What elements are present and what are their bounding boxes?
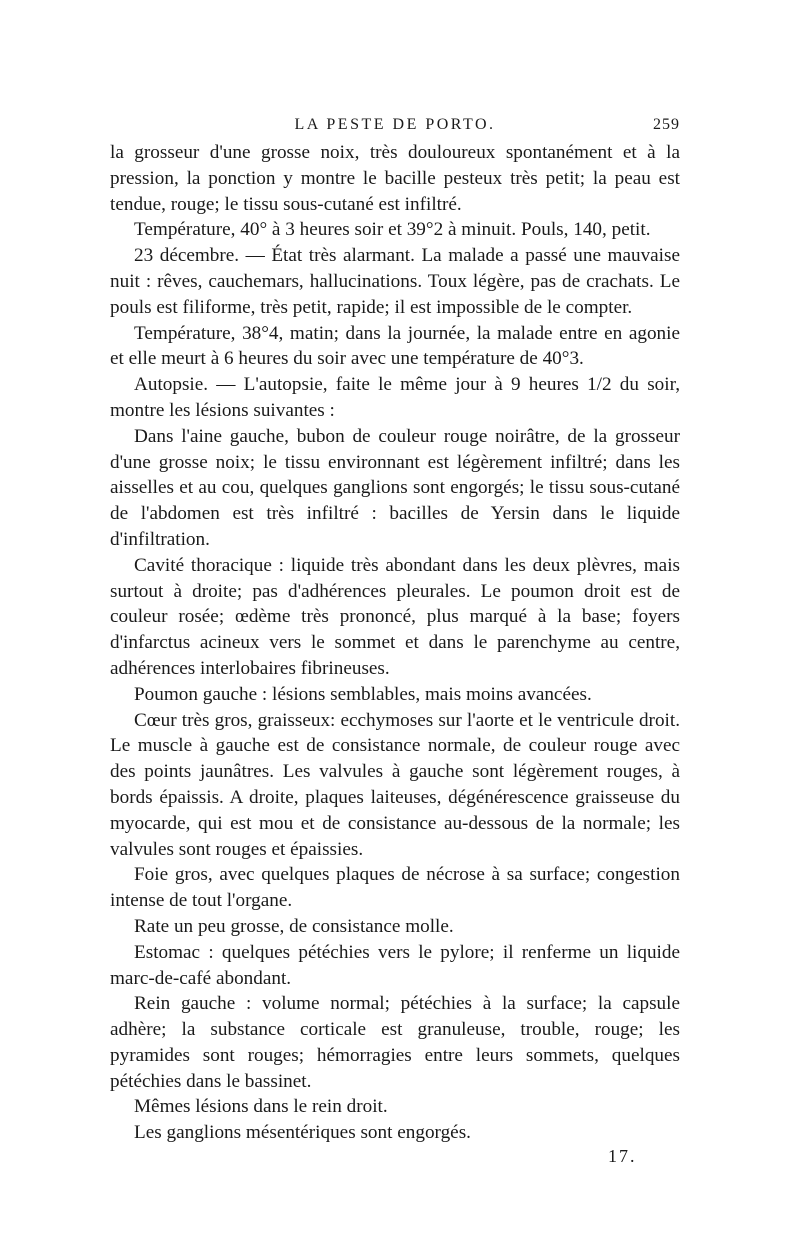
paragraph: Température, 38°4, matin; dans la journée, la malade entre en agonie et elle meurt à 6 heures du soir avec une température de 40°3. — [110, 322, 680, 370]
paragraph: Les ganglions mésentériques sont engorgés. — [134, 1122, 471, 1144]
paragraph: 23 décembre. — État très alarmant. La malade a passé une mauvaise nuit : rêves, cauchemars, hallucinations. Toux légère, pas de crachats. Le pouls est filiforme, très petit, rapide; il est impossible de le compter. — [110, 245, 680, 318]
paragraph: Cavité thoracique : liquide très abondant dans les deux plèvres, mais surtout à droite; pas d'adhérences pleurales. Le poumon droit est de couleur rosée; œdème très prononcé, plus marqué à la base; foyers d'infarctus acineux vers le sommet et dans le parenchyme au centre, adhérences interlobaires fibrineuses. — [110, 554, 680, 679]
paragraph: Cœur très gros, graisseux: ecchymoses sur l'aorte et le ventricule droit. Le muscle à gauche est de consistance normale, de couleur rouge avec des points jaunâtres. Les valvules à gauche sont légèrement rouges, à bords épaissis. A droite, plaques laiteuses, dégénérescence graisseuse du myocarde, qui est mou et de consistance au-dessous de la normale; les valvules sont rouges et épaissies. — [110, 709, 680, 860]
page — [110, 110, 680, 1146]
paragraph: Rein gauche : volume normal; pétéchies à la surface; la capsule adhère; la substance corticale est granuleuse, trouble, rouge; les pyramides sont rouges; hémorragies entre leurs sommets, quelques pétéchies dans le bassinet. — [110, 993, 680, 1092]
paragraph: Mêmes lésions dans le rein droit. — [134, 1096, 388, 1118]
paragraph: Autopsie. — L'autopsie, faite le même jour à 9 heures 1/2 du soir, montre les lésions suivantes : — [110, 374, 680, 421]
paragraph: Poumon gauche : lésions semblables, mais moins avancées. — [134, 683, 592, 705]
paragraph: la grosseur d'une grosse noix, très douloureux spontanément et à la pression, la ponction y montre le bacille pesteux très petit; la peau est tendue, rouge; le tissu sous-cutané est infiltré. — [110, 142, 680, 215]
paragraph: Estomac : quelques pétéchies vers le pylore; il renferme un liquide marc-de-café abondant. — [110, 941, 680, 989]
signature-mark: 17. — [608, 1146, 637, 1166]
paragraph: Température, 40° à 3 heures soir et 39°2 à minuit. Pouls, 140, petit. — [134, 219, 651, 241]
page-number: 259 — [653, 116, 680, 133]
paragraph: Rate un peu grosse, de consistance molle. — [134, 915, 454, 937]
body-text — [110, 140, 680, 1146]
running-head — [110, 110, 680, 140]
running-title: LA PESTE DE PORTO. — [294, 116, 496, 133]
paragraph: Foie gros, avec quelques plaques de nécrose à sa surface; congestion intense de tout l'organe. — [110, 864, 680, 912]
paragraph: Dans l'aine gauche, bubon de couleur rouge noirâtre, de la grosseur d'une grosse noix; le tissu environnant est légèrement infiltré; dans les aisselles et au cou, quelques ganglions sont engorgés; le tissu sous-cutané de l'abdomen est très infiltré : bacilles de Yersin dans le liquide d'infiltration. — [110, 425, 680, 550]
